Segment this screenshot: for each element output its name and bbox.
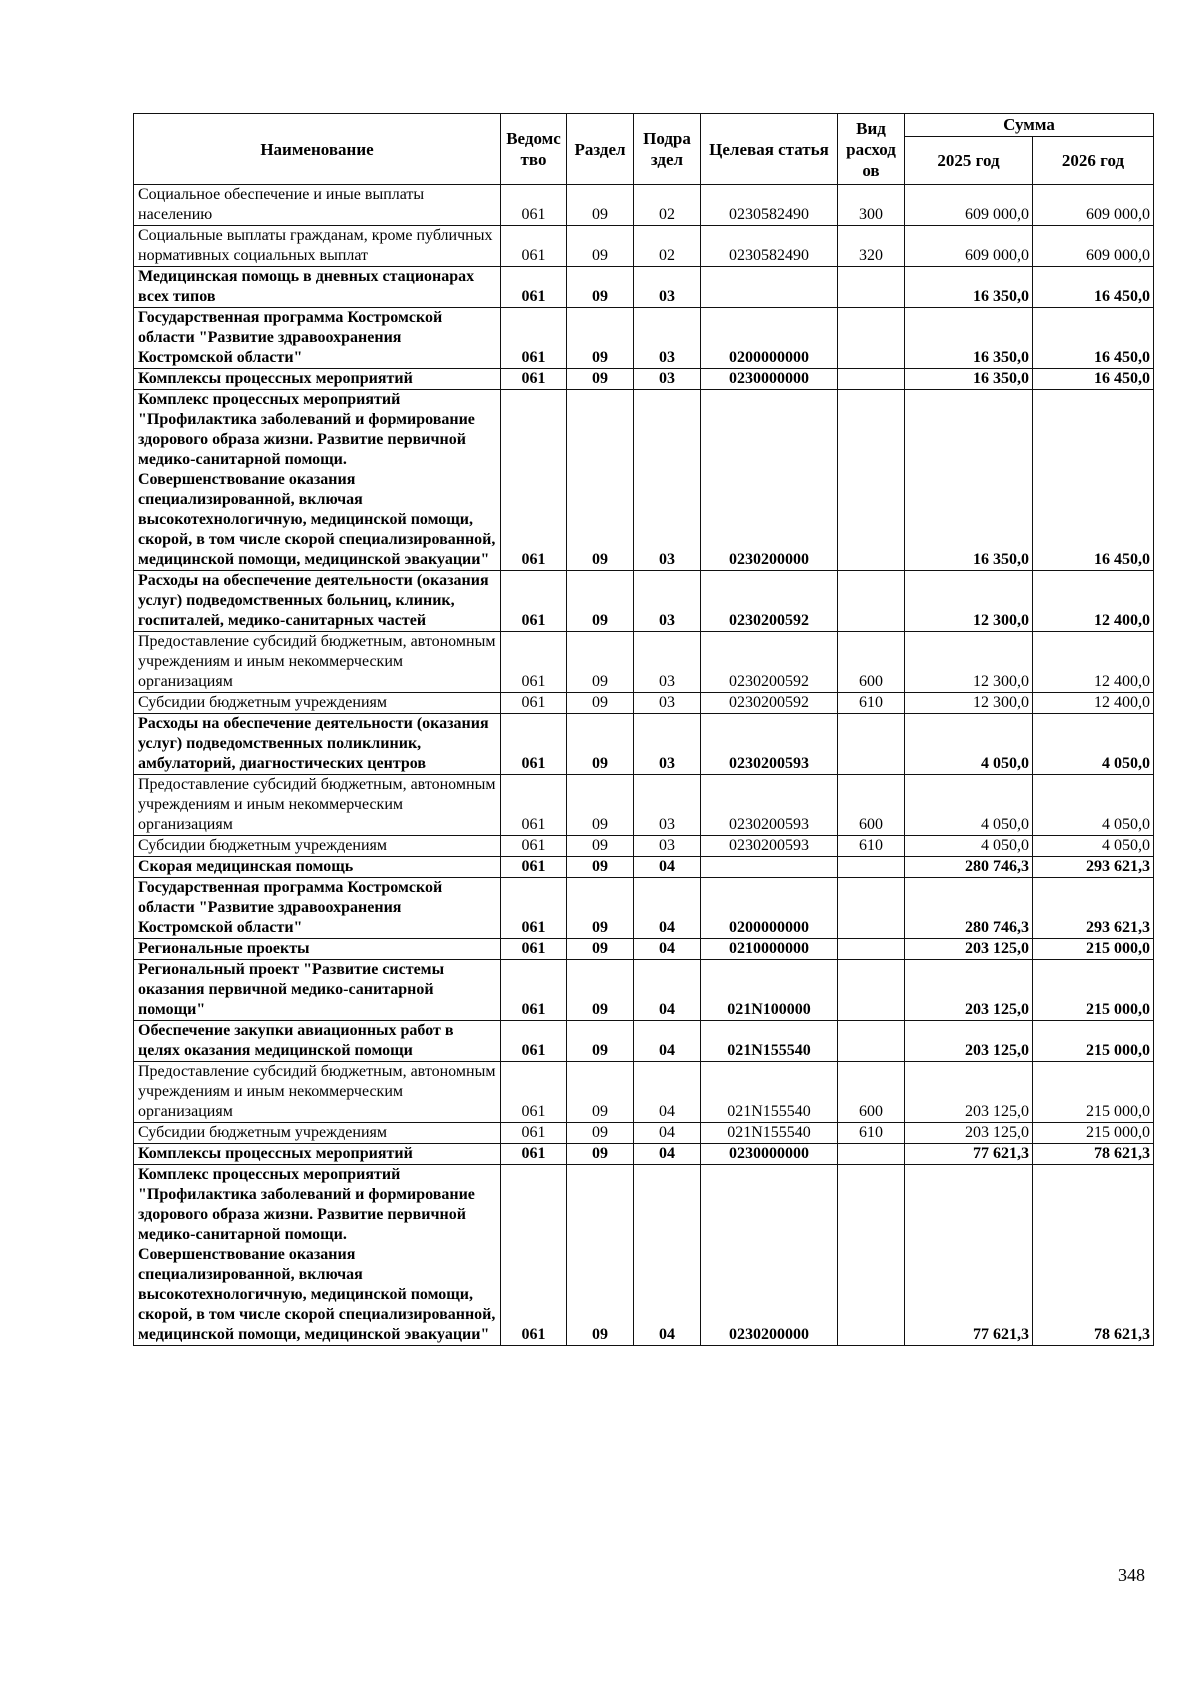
table-row <box>134 632 1154 693</box>
cell-article: 0230200593 <box>701 714 838 775</box>
cell-sum-2025: 16 350,0 <box>905 369 1033 390</box>
cell-sum-2026: 16 450,0 <box>1033 369 1154 390</box>
cell-podrazdel: 03 <box>634 571 701 632</box>
cell-name: Социальные выплаты гражданам, кроме публичных нормативных социальных выплат <box>134 226 501 267</box>
col-header-2025: 2025 год <box>905 136 1033 184</box>
table-row <box>134 226 1154 267</box>
cell-sum-2025: 609 000,0 <box>905 226 1033 267</box>
cell-sum-2025: 77 621,3 <box>905 1165 1033 1346</box>
cell-vedomstvo: 061 <box>501 1165 567 1346</box>
cell-sum-2026: 12 400,0 <box>1033 571 1154 632</box>
cell-vid <box>838 308 905 369</box>
cell-sum-2026: 12 400,0 <box>1033 632 1154 693</box>
cell-podrazdel: 03 <box>634 775 701 836</box>
table-row <box>134 878 1154 939</box>
cell-razdel: 09 <box>567 960 634 1021</box>
cell-razdel: 09 <box>567 714 634 775</box>
cell-name: Субсидии бюджетным учреждениям <box>134 693 501 714</box>
cell-razdel: 09 <box>567 308 634 369</box>
cell-razdel: 09 <box>567 836 634 857</box>
cell-name: Обеспечение закупки авиационных работ в целях оказания медицинской помощи <box>134 1021 501 1062</box>
cell-article: 0230200593 <box>701 836 838 857</box>
cell-sum-2026: 12 400,0 <box>1033 693 1154 714</box>
cell-name: Региональные проекты <box>134 939 501 960</box>
cell-sum-2026: 16 450,0 <box>1033 390 1154 571</box>
budget-table <box>133 113 1154 1346</box>
cell-podrazdel: 04 <box>634 857 701 878</box>
cell-sum-2026: 4 050,0 <box>1033 836 1154 857</box>
cell-article: 021N155540 <box>701 1062 838 1123</box>
cell-vedomstvo: 061 <box>501 836 567 857</box>
cell-vedomstvo: 061 <box>501 1021 567 1062</box>
cell-name: Расходы на обеспечение деятельности (оказания услуг) подведомственных поликлиник, амбулаторий, диагностических центров <box>134 714 501 775</box>
cell-vid <box>838 857 905 878</box>
cell-vedomstvo: 061 <box>501 632 567 693</box>
cell-vedomstvo: 061 <box>501 1062 567 1123</box>
cell-name: Расходы на обеспечение деятельности (оказания услуг) подведомственных больниц, клиник, госпиталей, медико-санитарных частей <box>134 571 501 632</box>
cell-article: 0230200593 <box>701 775 838 836</box>
cell-sum-2025: 4 050,0 <box>905 714 1033 775</box>
cell-vid <box>838 939 905 960</box>
table-row <box>134 1062 1154 1123</box>
cell-sum-2026: 16 450,0 <box>1033 308 1154 369</box>
cell-sum-2026: 609 000,0 <box>1033 185 1154 226</box>
cell-sum-2025: 4 050,0 <box>905 836 1033 857</box>
cell-podrazdel: 04 <box>634 878 701 939</box>
table-row <box>134 960 1154 1021</box>
cell-name: Скорая медицинская помощь <box>134 857 501 878</box>
cell-razdel: 09 <box>567 775 634 836</box>
cell-article: 0230582490 <box>701 226 838 267</box>
cell-vid: 600 <box>838 775 905 836</box>
cell-sum-2025: 203 125,0 <box>905 939 1033 960</box>
cell-podrazdel: 03 <box>634 693 701 714</box>
cell-sum-2026: 215 000,0 <box>1033 960 1154 1021</box>
table-row <box>134 714 1154 775</box>
cell-vid <box>838 1144 905 1165</box>
cell-razdel: 09 <box>567 571 634 632</box>
cell-sum-2025: 16 350,0 <box>905 267 1033 308</box>
col-header-vedomstvo: Ведомс тво <box>501 114 567 185</box>
cell-vedomstvo: 061 <box>501 308 567 369</box>
cell-sum-2025: 12 300,0 <box>905 693 1033 714</box>
cell-name: Комплексы процессных мероприятий <box>134 1144 501 1165</box>
cell-sum-2026: 609 000,0 <box>1033 226 1154 267</box>
cell-razdel: 09 <box>567 390 634 571</box>
cell-article: 021N100000 <box>701 960 838 1021</box>
cell-vid <box>838 1165 905 1346</box>
cell-vid <box>838 571 905 632</box>
table-row <box>134 267 1154 308</box>
cell-vedomstvo: 061 <box>501 714 567 775</box>
cell-sum-2026: 215 000,0 <box>1033 1062 1154 1123</box>
cell-podrazdel: 03 <box>634 714 701 775</box>
cell-article: 0230200592 <box>701 632 838 693</box>
cell-article: 0200000000 <box>701 878 838 939</box>
cell-razdel: 09 <box>567 693 634 714</box>
table-row <box>134 369 1154 390</box>
table-row <box>134 571 1154 632</box>
table-body <box>134 185 1154 1346</box>
cell-sum-2026: 215 000,0 <box>1033 1021 1154 1062</box>
cell-podrazdel: 04 <box>634 1144 701 1165</box>
cell-razdel: 09 <box>567 1144 634 1165</box>
col-header-razdel: Раздел <box>567 114 634 185</box>
cell-article: 0230200592 <box>701 571 838 632</box>
table-row <box>134 693 1154 714</box>
cell-sum-2026: 293 621,3 <box>1033 878 1154 939</box>
col-header-podrazdel: Подра здел <box>634 114 701 185</box>
cell-vedomstvo: 061 <box>501 939 567 960</box>
cell-name: Предоставление субсидий бюджетным, автономным учреждениям и иным некоммерческим организациям <box>134 775 501 836</box>
col-header-name: Наименование <box>134 114 501 185</box>
cell-sum-2025: 203 125,0 <box>905 1123 1033 1144</box>
col-header-vid: Вид расход ов <box>838 114 905 185</box>
table-row <box>134 857 1154 878</box>
cell-article: 0230000000 <box>701 1144 838 1165</box>
cell-name: Субсидии бюджетным учреждениям <box>134 836 501 857</box>
table-row <box>134 1123 1154 1144</box>
cell-sum-2026: 16 450,0 <box>1033 267 1154 308</box>
cell-vedomstvo: 061 <box>501 1144 567 1165</box>
cell-vedomstvo: 061 <box>501 390 567 571</box>
cell-sum-2026: 78 621,3 <box>1033 1144 1154 1165</box>
cell-vedomstvo: 061 <box>501 775 567 836</box>
table-row <box>134 1165 1154 1346</box>
cell-sum-2026: 215 000,0 <box>1033 1123 1154 1144</box>
cell-razdel: 09 <box>567 1021 634 1062</box>
col-header-article: Целевая статья <box>701 114 838 185</box>
cell-article: 0230000000 <box>701 369 838 390</box>
cell-sum-2025: 203 125,0 <box>905 960 1033 1021</box>
cell-vid: 610 <box>838 693 905 714</box>
cell-razdel: 09 <box>567 878 634 939</box>
cell-podrazdel: 02 <box>634 185 701 226</box>
cell-sum-2025: 12 300,0 <box>905 632 1033 693</box>
table-row <box>134 836 1154 857</box>
cell-sum-2026: 4 050,0 <box>1033 714 1154 775</box>
cell-podrazdel: 03 <box>634 390 701 571</box>
cell-article: 0230200000 <box>701 1165 838 1346</box>
cell-podrazdel: 03 <box>634 369 701 390</box>
cell-vid: 320 <box>838 226 905 267</box>
cell-sum-2025: 280 746,3 <box>905 857 1033 878</box>
cell-vid: 300 <box>838 185 905 226</box>
cell-podrazdel: 02 <box>634 226 701 267</box>
cell-sum-2025: 203 125,0 <box>905 1021 1033 1062</box>
col-header-sum: Сумма <box>905 114 1154 137</box>
cell-name: Социальное обеспечение и иные выплаты населению <box>134 185 501 226</box>
cell-podrazdel: 03 <box>634 836 701 857</box>
cell-vid: 600 <box>838 632 905 693</box>
cell-sum-2025: 280 746,3 <box>905 878 1033 939</box>
cell-sum-2025: 203 125,0 <box>905 1062 1033 1123</box>
cell-sum-2025: 16 350,0 <box>905 308 1033 369</box>
cell-razdel: 09 <box>567 267 634 308</box>
cell-article: 021N155540 <box>701 1021 838 1062</box>
cell-vid <box>838 878 905 939</box>
cell-vedomstvo: 061 <box>501 1123 567 1144</box>
cell-razdel: 09 <box>567 857 634 878</box>
table-row <box>134 308 1154 369</box>
cell-razdel: 09 <box>567 1062 634 1123</box>
cell-razdel: 09 <box>567 939 634 960</box>
cell-podrazdel: 04 <box>634 1021 701 1062</box>
cell-name: Субсидии бюджетным учреждениям <box>134 1123 501 1144</box>
table-row <box>134 775 1154 836</box>
cell-article: 0230582490 <box>701 185 838 226</box>
cell-sum-2025: 77 621,3 <box>905 1144 1033 1165</box>
col-header-2026: 2026 год <box>1033 136 1154 184</box>
cell-article: 0230200000 <box>701 390 838 571</box>
cell-razdel: 09 <box>567 632 634 693</box>
cell-vedomstvo: 061 <box>501 226 567 267</box>
cell-vedomstvo: 061 <box>501 369 567 390</box>
cell-sum-2025: 4 050,0 <box>905 775 1033 836</box>
cell-razdel: 09 <box>567 369 634 390</box>
cell-article: 0200000000 <box>701 308 838 369</box>
table-row <box>134 1021 1154 1062</box>
cell-razdel: 09 <box>567 185 634 226</box>
cell-name: Государственная программа Костромской области "Развитие здравоохранения Костромской области" <box>134 308 501 369</box>
cell-name: Комплекс процессных мероприятий "Профилактика заболеваний и формирование здорового образа жизни. Развитие первичной медико-санитарной помощи. Совершенствование оказания специализированной, включая высокотехнологичную, медицинской помощи, скорой, в том числе скорой специализированной, медицинской помощи, медицинской эвакуации" <box>134 390 501 571</box>
cell-vid <box>838 1021 905 1062</box>
cell-vid <box>838 960 905 1021</box>
cell-podrazdel: 04 <box>634 1062 701 1123</box>
cell-vid <box>838 267 905 308</box>
cell-razdel: 09 <box>567 1123 634 1144</box>
cell-vid: 610 <box>838 836 905 857</box>
cell-sum-2026: 4 050,0 <box>1033 775 1154 836</box>
table-row <box>134 1144 1154 1165</box>
cell-vid <box>838 390 905 571</box>
table-row <box>134 939 1154 960</box>
cell-vid: 600 <box>838 1062 905 1123</box>
cell-sum-2025: 12 300,0 <box>905 571 1033 632</box>
cell-article: 0210000000 <box>701 939 838 960</box>
cell-name: Государственная программа Костромской области "Развитие здравоохранения Костромской области" <box>134 878 501 939</box>
cell-vedomstvo: 061 <box>501 878 567 939</box>
cell-podrazdel: 03 <box>634 267 701 308</box>
cell-vedomstvo: 061 <box>501 960 567 1021</box>
cell-name: Комплексы процессных мероприятий <box>134 369 501 390</box>
cell-vedomstvo: 061 <box>501 857 567 878</box>
cell-vid <box>838 714 905 775</box>
cell-podrazdel: 04 <box>634 939 701 960</box>
cell-vedomstvo: 061 <box>501 693 567 714</box>
cell-vid <box>838 369 905 390</box>
table-header <box>134 114 1154 185</box>
cell-article: 0230200592 <box>701 693 838 714</box>
table-row <box>134 390 1154 571</box>
cell-article <box>701 857 838 878</box>
cell-sum-2026: 293 621,3 <box>1033 857 1154 878</box>
cell-sum-2026: 78 621,3 <box>1033 1165 1154 1346</box>
table-row <box>134 185 1154 226</box>
cell-name: Комплекс процессных мероприятий "Профилактика заболеваний и формирование здорового образа жизни. Развитие первичной медико-санитарной помощи. Совершенствование оказания специализированной, включая высокотехнологичную, медицинской помощи, скорой, в том числе скорой специализированной, медицинской помощи, медицинской эвакуации" <box>134 1165 501 1346</box>
cell-vedomstvo: 061 <box>501 267 567 308</box>
cell-podrazdel: 04 <box>634 1123 701 1144</box>
cell-sum-2025: 16 350,0 <box>905 390 1033 571</box>
cell-podrazdel: 03 <box>634 308 701 369</box>
page-number: 348 <box>1118 1565 1145 1585</box>
cell-name: Предоставление субсидий бюджетным, автономным учреждениям и иным некоммерческим организациям <box>134 1062 501 1123</box>
cell-name: Региональный проект "Развитие системы оказания первичной медико-санитарной помощи" <box>134 960 501 1021</box>
cell-vedomstvo: 061 <box>501 185 567 226</box>
cell-name: Медицинская помощь в дневных стационарах всех типов <box>134 267 501 308</box>
cell-vedomstvo: 061 <box>501 571 567 632</box>
cell-sum-2025: 609 000,0 <box>905 185 1033 226</box>
cell-sum-2026: 215 000,0 <box>1033 939 1154 960</box>
cell-vid: 610 <box>838 1123 905 1144</box>
cell-article: 021N155540 <box>701 1123 838 1144</box>
cell-article <box>701 267 838 308</box>
cell-name: Предоставление субсидий бюджетным, автономным учреждениям и иным некоммерческим организациям <box>134 632 501 693</box>
cell-razdel: 09 <box>567 226 634 267</box>
cell-podrazdel: 03 <box>634 632 701 693</box>
cell-razdel: 09 <box>567 1165 634 1346</box>
cell-podrazdel: 04 <box>634 960 701 1021</box>
cell-podrazdel: 04 <box>634 1165 701 1346</box>
